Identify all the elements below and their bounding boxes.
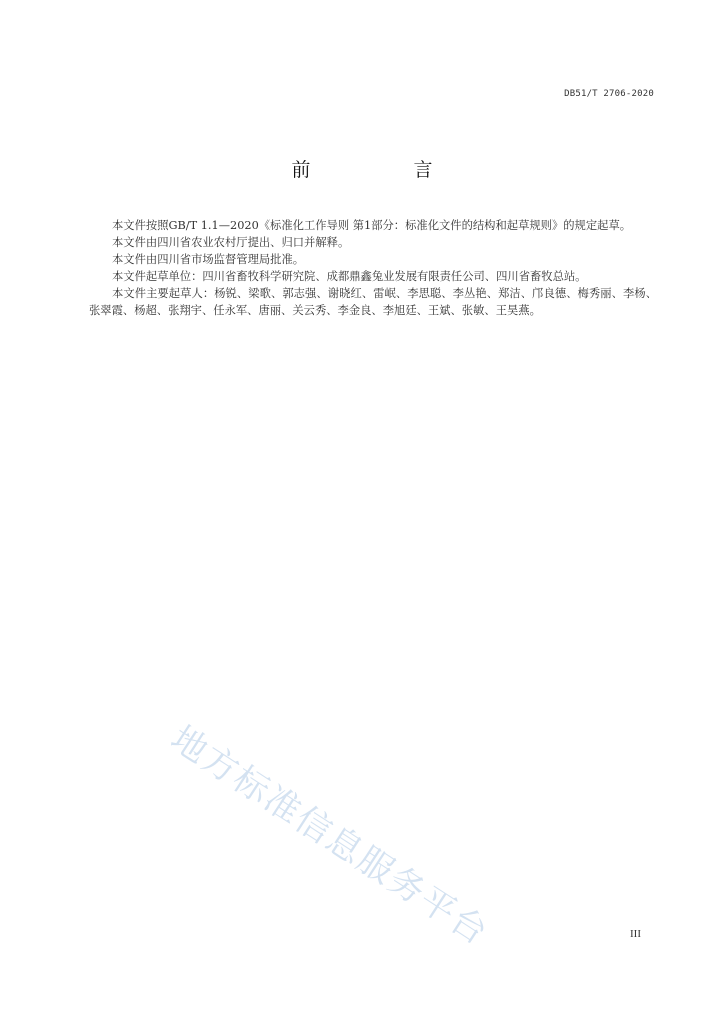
paragraph-approval: 本文件由四川省市场监督管理局批准。 [112,253,305,266]
page-title: 前 言 [291,159,475,181]
page-number: III [630,928,641,940]
paragraph-drafters: 本文件主要起草人：杨锐、梁歌、郭志强、谢晓红、雷岷、李思聪、李丛艳、郑洁、邝良德、梅秀丽、李杨、张翠霞、杨超、张翔宇、任永军、唐丽、关云秀、李金良、李旭廷、王斌、张敏、王昊燕。 [89,287,657,317]
watermark: 地方标准信息服务平台 [163,718,496,954]
paragraph-drafting-rules: 本文件按照GB/T 1.1—2020《标准化工作导则 第1部分：标准化文件的结构和起草规则》的规定起草。 [112,219,632,232]
standard-code: DB51/T 2706-2020 [564,89,654,99]
document-body [89,217,657,319]
paragraph-proposer: 本文件由四川省农业农村厅提出、归口并解释。 [112,236,350,249]
paragraph-drafting-units: 本文件起草单位：四川省畜牧科学研究院、成都鼎鑫兔业发展有限责任公司、四川省畜牧总站。 [112,270,587,283]
